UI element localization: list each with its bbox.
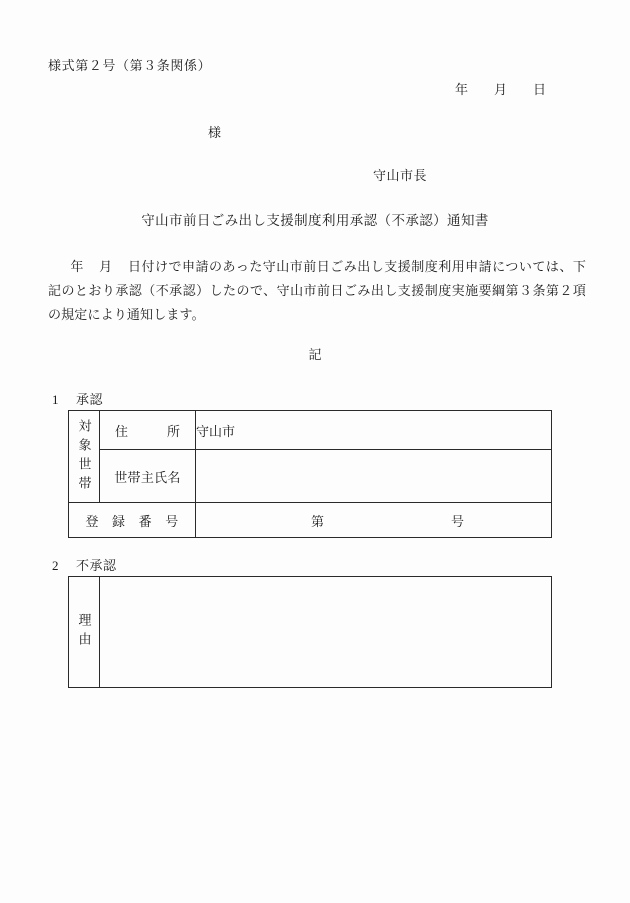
table-row [69, 503, 552, 538]
table-row [69, 577, 552, 688]
address-label: 住 所 [114, 423, 180, 439]
address-value-cell[interactable] [196, 411, 552, 450]
address-value: 守山市 [196, 423, 236, 439]
date-year-label: 年 [455, 82, 469, 97]
date-line [455, 79, 546, 98]
registration-suffix: 号 [450, 513, 464, 529]
body-paragraph [48, 255, 586, 327]
body-date-month: 月 [98, 259, 113, 274]
section-2-number: 2 [52, 558, 59, 573]
householder-name-label: 世帯主氏名 [114, 469, 181, 485]
target-household-label-cell [69, 411, 100, 503]
address-label-cell [100, 411, 196, 450]
table-row [69, 450, 552, 503]
registration-number-label-cell [69, 503, 196, 538]
ki-marker: 記 [308, 347, 322, 362]
date-month-label: 月 [494, 82, 508, 97]
reason-value-cell[interactable] [100, 577, 552, 688]
approval-table [68, 410, 552, 538]
registration-number-value-cell[interactable] [196, 503, 552, 538]
section-2-label: 不承認 [76, 558, 117, 573]
addressee-honorific: 様 [208, 125, 222, 140]
section-2-heading [52, 555, 117, 574]
date-day-label: 日 [533, 82, 547, 97]
householder-name-value-cell[interactable] [196, 450, 552, 503]
section-1-heading [52, 389, 103, 408]
table-row [69, 411, 552, 450]
section-1-label: 承認 [76, 392, 104, 407]
form-number: 様式第２号（第３条関係） [48, 58, 212, 73]
householder-name-label-cell [100, 450, 196, 503]
body-date-year: 年 [70, 259, 84, 274]
reason-label: 理由 [76, 613, 92, 651]
registration-number-label: 登 録 番 号 [85, 513, 179, 529]
target-household-label: 対象世帯 [76, 418, 92, 495]
reason-label-cell [69, 577, 100, 688]
document-title: 守山市前日ごみ出し支援制度利用承認（不承認）通知書 [141, 213, 489, 228]
section-1-number: 1 [52, 392, 59, 407]
registration-prefix: 第 [310, 513, 324, 529]
body-text: 日付けで申請のあった守山市前日ごみ出し支援制度利用申請については、下記のとおり承認（不承認）したので、守山市前日ごみ出し支援制度実施要綱第３条第２項の規定により通知します。 [48, 259, 587, 322]
issuer-name: 守山市長 [373, 168, 428, 183]
reason-table [68, 576, 552, 688]
